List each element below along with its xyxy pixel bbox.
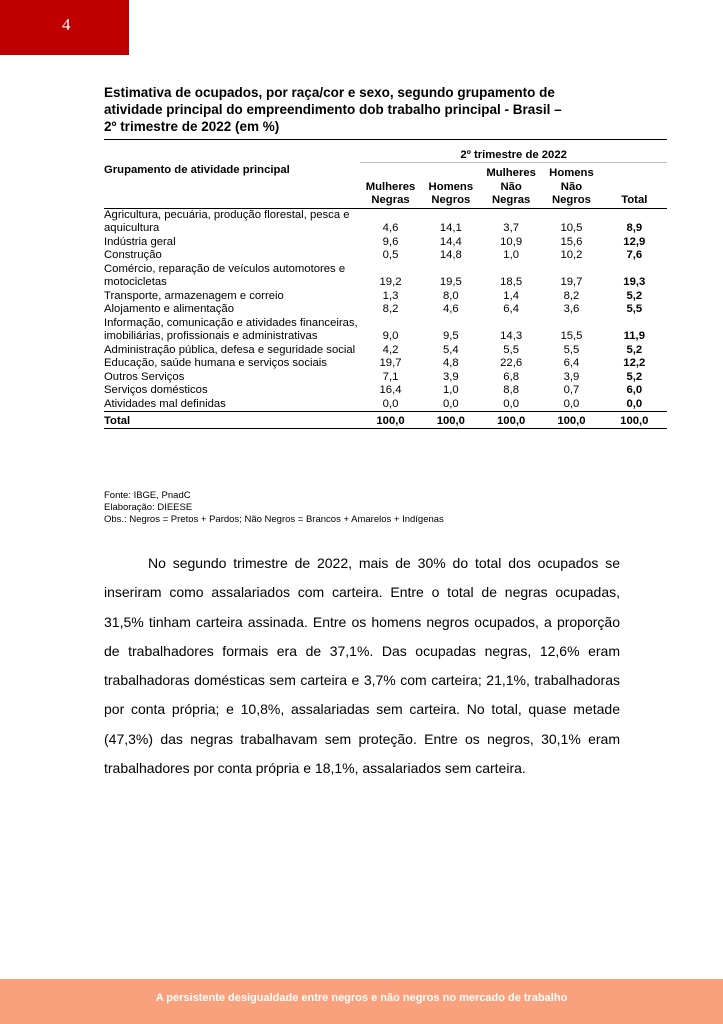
value-cell: 14,1 bbox=[439, 222, 462, 234]
total-label: Total bbox=[104, 412, 360, 429]
activity-label: Alojamento e alimentação bbox=[104, 303, 234, 315]
value-cell: 9,5 bbox=[442, 330, 459, 342]
footer-band bbox=[0, 979, 723, 1024]
total-cell: 6,0 bbox=[626, 384, 643, 396]
column-header-row bbox=[104, 163, 667, 209]
column-header: Total bbox=[602, 163, 667, 209]
source-note: Fonte: IBGE, PnadC bbox=[104, 490, 191, 501]
value-cell: 1,0 bbox=[503, 249, 519, 261]
value-cell: 10,5 bbox=[560, 222, 583, 234]
total-cell: 12,2 bbox=[623, 357, 646, 369]
period-header-row bbox=[104, 140, 667, 163]
value-cell: 4,6 bbox=[382, 222, 399, 234]
activity-label: Agricultura, pecuária, produção florestal, pesca e aquicultura bbox=[104, 208, 350, 234]
value-cell: 10,9 bbox=[500, 235, 523, 248]
column-header: Homens Negros bbox=[421, 163, 481, 209]
value-cell: 1,4 bbox=[503, 289, 519, 302]
value-cell: 14,8 bbox=[439, 249, 462, 261]
total-cell: 100,0 bbox=[360, 412, 420, 429]
table-notes bbox=[104, 490, 444, 526]
value-cell: 19,7 bbox=[560, 276, 583, 288]
total-cell: 100,0 bbox=[481, 412, 541, 429]
value-cell: 0,5 bbox=[382, 249, 399, 261]
value-cell: 5,5 bbox=[503, 343, 519, 356]
value-cell: 6,4 bbox=[503, 303, 519, 315]
value-cell: 14,3 bbox=[500, 330, 523, 342]
total-cell: 12,9 bbox=[623, 235, 646, 248]
value-cell: 10,2 bbox=[560, 249, 583, 261]
total-cell: 5,5 bbox=[626, 303, 643, 315]
elaboration-note: Elaboração: DIEESE bbox=[104, 502, 193, 513]
value-cell: 3,6 bbox=[563, 303, 580, 315]
table-row bbox=[104, 236, 667, 250]
page-number-tab bbox=[0, 0, 129, 55]
table-row bbox=[104, 344, 667, 358]
value-cell: 3,7 bbox=[503, 222, 519, 234]
column-header: Homens Não Negros bbox=[541, 163, 601, 209]
value-cell: 14,4 bbox=[439, 235, 462, 248]
value-cell: 6,8 bbox=[503, 370, 519, 383]
total-cell: 0,0 bbox=[626, 397, 643, 410]
value-cell: 7,1 bbox=[382, 370, 399, 383]
total-cell: 5,2 bbox=[626, 370, 643, 383]
value-cell: 1,0 bbox=[442, 384, 459, 396]
table-row bbox=[104, 290, 667, 304]
value-cell: 1,3 bbox=[382, 289, 399, 302]
activity-label: Outros Serviços bbox=[104, 370, 185, 383]
total-cell: 100,0 bbox=[602, 412, 667, 429]
total-cell: 100,0 bbox=[541, 412, 601, 429]
table-row bbox=[104, 317, 667, 344]
table-row bbox=[104, 208, 667, 236]
column-header: Mulheres Não Negras bbox=[481, 163, 541, 209]
data-table bbox=[104, 139, 667, 429]
value-cell: 18,5 bbox=[500, 276, 523, 288]
value-cell: 9,6 bbox=[382, 235, 399, 248]
table-row bbox=[104, 398, 667, 412]
value-cell: 5,5 bbox=[563, 343, 580, 356]
column-header: Mulheres Negras bbox=[360, 163, 420, 209]
value-cell: 0,0 bbox=[563, 397, 580, 410]
footer-text: A persistente desigualdade entre negros e não negros no mercado de trabalho bbox=[155, 992, 568, 1004]
value-cell: 15,5 bbox=[560, 330, 583, 342]
period-label: 2º trimestre de 2022 bbox=[360, 140, 667, 163]
activity-label: Indústria geral bbox=[104, 235, 176, 248]
value-cell: 0,7 bbox=[563, 384, 580, 396]
value-cell: 5,4 bbox=[442, 343, 459, 356]
value-cell: 9,0 bbox=[382, 330, 399, 342]
value-cell: 19,7 bbox=[379, 357, 402, 369]
activity-label: Administração pública, defesa e seguridade social bbox=[104, 343, 356, 356]
activity-label: Serviços domésticos bbox=[104, 384, 208, 396]
value-cell: 0,0 bbox=[503, 397, 519, 410]
table-row bbox=[104, 249, 667, 263]
activity-label: Atividades mal definidas bbox=[104, 397, 226, 410]
total-row bbox=[104, 412, 667, 429]
value-cell: 3,9 bbox=[563, 370, 580, 383]
table-row bbox=[104, 303, 667, 317]
value-cell: 19,2 bbox=[379, 276, 402, 288]
total-cell: 8,9 bbox=[626, 222, 643, 234]
total-cell: 5,2 bbox=[626, 343, 643, 356]
total-cell: 100,0 bbox=[421, 412, 481, 429]
value-cell: 19,5 bbox=[439, 276, 462, 288]
value-cell: 4,2 bbox=[382, 343, 399, 356]
activity-label: Comércio, reparação de veículos automotores e motocicletas bbox=[104, 262, 346, 288]
activity-label: Educação, saúde humana e serviços sociais bbox=[104, 357, 327, 369]
table-title: Estimativa de ocupados, por raça/cor e sexo, segundo grupamento de atividade principal do empreendimento dob trabalho principal - Brasil –2º trimestre de 2022 (em %) bbox=[104, 85, 562, 134]
activity-label: Informação, comunicação e atividades financeiras, imobiliárias, profissionais e administrativas bbox=[104, 316, 358, 342]
table-row bbox=[104, 263, 667, 290]
value-cell: 0,0 bbox=[442, 397, 459, 410]
obs-note: Obs.: Negros = Pretos + Pardos; Não Negros = Brancos + Amarelos + Indígenas bbox=[104, 514, 444, 525]
total-cell: 19,3 bbox=[623, 276, 646, 288]
table-row bbox=[104, 384, 667, 398]
value-cell: 0,0 bbox=[382, 397, 399, 410]
activity-label: Construção bbox=[104, 249, 162, 261]
value-cell: 16,4 bbox=[379, 384, 402, 396]
activity-label: Transporte, armazenagem e correio bbox=[104, 289, 284, 302]
value-cell: 8,8 bbox=[503, 384, 519, 396]
value-cell: 22,6 bbox=[500, 357, 523, 369]
total-cell: 5,2 bbox=[626, 289, 643, 302]
page-number: 4 bbox=[62, 15, 71, 34]
value-cell: 6,4 bbox=[563, 357, 580, 369]
total-cell: 7,6 bbox=[626, 249, 643, 261]
value-cell: 8,2 bbox=[563, 289, 580, 302]
value-cell: 4,6 bbox=[442, 303, 459, 315]
body-paragraph: No segundo trimestre de 2022, mais de 30% do total dos ocupados se inseriram como assalariados com carteira. Entre o total de negras ocupadas, 31,5% tinham carteira assinada. Entre os homens negros ocupados, a proporção de trabalhadores formais era de 37,1%. Das ocupadas negras, 12,6% eram trabalhadoras domésticas sem carteira e 3,7% com carteira; 21,1%, trabalhadoras por conta própria; e 10,8%, assalariadas sem carteira. No total, quase metade (47,3%) das negras trabalhavam sem proteção. Entre os negros, 30,1% eram trabalhadores por conta própria e 18,1%, assalariados sem carteira. bbox=[104, 555, 620, 777]
table-row bbox=[104, 371, 667, 385]
activity-column-header: Grupamento de atividade principal bbox=[104, 163, 360, 209]
table-body bbox=[104, 208, 667, 412]
value-cell: 3,9 bbox=[442, 370, 459, 383]
value-cell: 8,2 bbox=[382, 303, 399, 315]
body-text bbox=[104, 549, 620, 783]
table-row bbox=[104, 357, 667, 371]
total-cell: 11,9 bbox=[623, 330, 645, 342]
value-cell: 15,6 bbox=[560, 235, 583, 248]
value-cell: 8,0 bbox=[442, 289, 459, 302]
value-cell: 4,8 bbox=[442, 357, 459, 369]
